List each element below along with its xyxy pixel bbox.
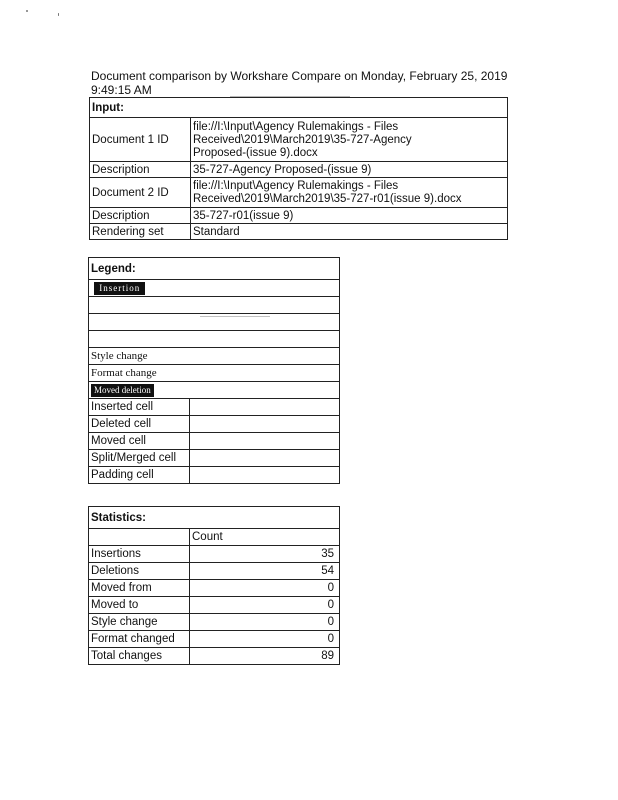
document-1-path-line-2: Received\2019\March2019\35-727-Agency (193, 133, 412, 146)
legend-heading: Legend: (89, 258, 340, 280)
scan-speck (58, 13, 59, 16)
document-2-path-line-2: Received\2019\March2019\35-727-r01(issue 9).docx (193, 193, 462, 205)
stat-deletions-count: 54 (190, 563, 340, 580)
statistics-table (88, 506, 340, 665)
legend-moved-deletion-sample: Moved deletion (91, 384, 154, 397)
scan-artifact-line (150, 296, 210, 297)
stat-insertions-count: 35 (190, 546, 340, 563)
stat-moved-to-label: Moved to (89, 597, 190, 614)
stat-format-changed-label: Format changed (89, 631, 190, 648)
stat-total-changes-label: Total changes (89, 648, 190, 665)
legend-blank-row (89, 331, 340, 348)
document-1-path-line-3: Proposed-(issue 9).docx (193, 146, 318, 159)
description-1-label: Description (90, 162, 191, 178)
legend-moved-cell-label: Moved cell (89, 433, 190, 450)
scan-artifact-line (200, 316, 270, 317)
legend-split-merged-cell-label: Split/Merged cell (89, 450, 190, 467)
input-table (89, 97, 508, 240)
rendering-set-label: Rendering set (90, 224, 191, 240)
scan-speck (26, 10, 28, 12)
description-2-value: 35-727-r01(issue 9) (191, 208, 508, 224)
rendering-set-value: Standard (191, 224, 508, 240)
stat-total-changes-count: 89 (190, 648, 340, 665)
legend-deleted-cell-label: Deleted cell (89, 416, 190, 433)
legend-blank-row (89, 297, 340, 314)
title-line-1: Document comparison by Workshare Compare on Monday, February 25, 2019 (91, 69, 508, 83)
legend-insertion (89, 280, 340, 297)
stat-deletions-label: Deletions (89, 563, 190, 580)
stat-style-change-count: 0 (190, 614, 340, 631)
legend-inserted-cell-label: Inserted cell (89, 399, 190, 416)
statistics-heading: Statistics: (89, 507, 340, 529)
stat-style-change-label: Style change (89, 614, 190, 631)
legend-moved-deletion (89, 382, 340, 399)
stat-format-changed-count: 0 (190, 631, 340, 648)
stat-moved-to-count: 0 (190, 597, 340, 614)
legend-table (88, 257, 340, 484)
document-1-id-value (191, 118, 508, 162)
document-2-id-value (191, 178, 508, 208)
statistics-count-header: Count (190, 529, 340, 546)
stat-moved-from-label: Moved from (89, 580, 190, 597)
stat-moved-from-count: 0 (190, 580, 340, 597)
legend-padding-cell-label: Padding cell (89, 467, 190, 484)
document-1-id-label: Document 1 ID (90, 118, 191, 162)
description-1-value: 35-727-Agency Proposed-(issue 9) (191, 162, 508, 178)
legend-moved-cell-sample (190, 433, 340, 450)
stat-insertions-label: Insertions (89, 546, 190, 563)
input-heading: Input: (90, 98, 508, 118)
legend-inserted-cell-sample (190, 399, 340, 416)
legend-split-merged-cell-sample (190, 450, 340, 467)
document-1-path-line-1: file://I:\Input\Agency Rulemakings - Files (193, 120, 399, 133)
comparison-title (91, 69, 531, 97)
legend-deleted-cell-sample (190, 416, 340, 433)
legend-padding-cell-sample (190, 467, 340, 484)
legend-format-change: Format change (89, 365, 340, 382)
title-line-2: 9:49:15 AM (91, 83, 152, 97)
scan-artifact-line (230, 96, 350, 97)
legend-style-change: Style change (89, 348, 340, 365)
document-2-path-line-1: file://I:\Input\Agency Rulemakings - Files (193, 180, 399, 192)
document-2-id-label: Document 2 ID (90, 178, 191, 208)
statistics-header-blank (89, 529, 190, 546)
legend-insertion-sample: Insertion (94, 282, 145, 295)
description-2-label: Description (90, 208, 191, 224)
